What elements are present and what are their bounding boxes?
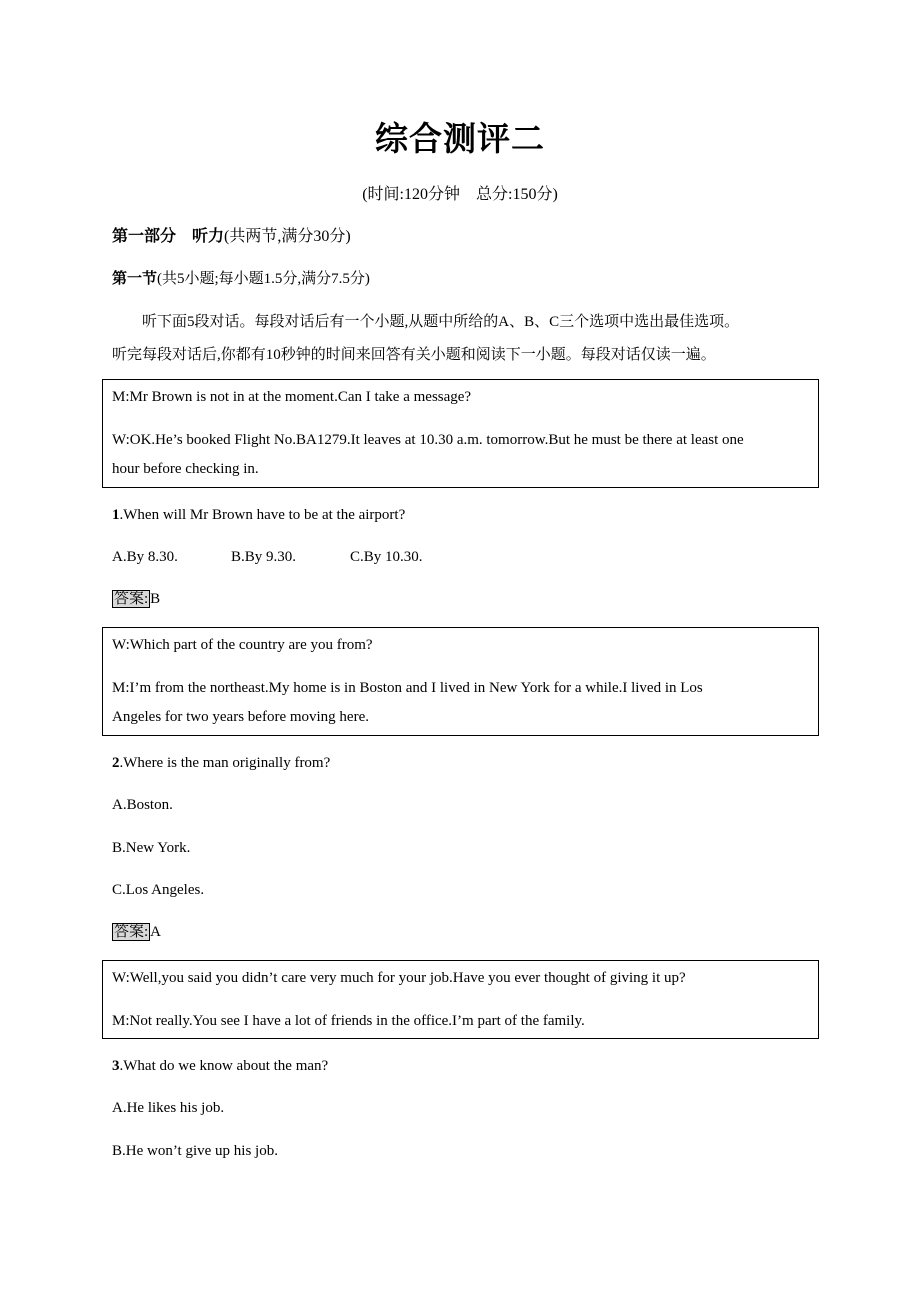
- answer-label: 答案:: [114, 924, 149, 940]
- instructions: 听完每段对话后,你都有10秒钟的时间来回答有关小题和阅读下一小题。每段对话仅读一遍。: [112, 347, 716, 363]
- option: C.By 10.30.: [350, 549, 423, 565]
- answer: 答案: A: [114, 924, 162, 940]
- option: A.Boston.: [112, 797, 173, 813]
- dialogue-line: W:Which part of the country are you from?: [112, 637, 373, 653]
- option: B.By 9.30.: [231, 549, 297, 565]
- dialogue-line: Angeles for two years before moving here.: [112, 709, 369, 725]
- question: 3.What do we know about the man?: [112, 1058, 329, 1074]
- option: B.He won’t give up his job.: [112, 1143, 278, 1159]
- question: 2.Where is the man originally from?: [112, 755, 331, 771]
- exam-info: (时间:120分钟 总分:150分): [362, 186, 558, 203]
- options: [112, 547, 423, 567]
- dialogue-line: M:Not really.You see I have a lot of friends in the office.I’m part of the family.: [112, 1013, 585, 1029]
- section-heading: 第一节(共5小题;每小题1.5分,满分7.5分): [112, 271, 370, 287]
- dialogue-line: W:Well,you said you didn’t care very much for your job.Have you ever thought of giving it up?: [112, 970, 686, 986]
- instructions: 听下面5段对话。每段对话后有一个小题,从题中所给的A、B、C三个选项中选出最佳选项。: [112, 314, 740, 330]
- page-title: 综合测评二: [375, 122, 545, 158]
- option: C.Los Angeles.: [112, 882, 205, 898]
- option: A.He likes his job.: [112, 1100, 225, 1116]
- dialogue-line: M:Mr Brown is not in at the moment.Can I take a message?: [112, 389, 472, 405]
- question: 1.When will Mr Brown have to be at the airport?: [112, 507, 406, 523]
- answer-label: 答案:: [114, 591, 149, 607]
- part-heading: 第一部分 听力(共两节,满分30分): [112, 228, 351, 245]
- option: A.By 8.30.: [112, 549, 178, 565]
- answer: 答案: B: [114, 591, 161, 607]
- option: B.New York.: [112, 840, 191, 856]
- dialogue-line: hour before checking in.: [112, 461, 259, 477]
- dialogue-line: W:OK.He’s booked Flight No.BA1279.It leaves at 10.30 a.m. tomorrow.But he must be there at least one: [112, 432, 744, 448]
- dialogue-line: M:I’m from the northeast.My home is in Boston and I lived in New York for a while.I lived in Los: [112, 680, 703, 696]
